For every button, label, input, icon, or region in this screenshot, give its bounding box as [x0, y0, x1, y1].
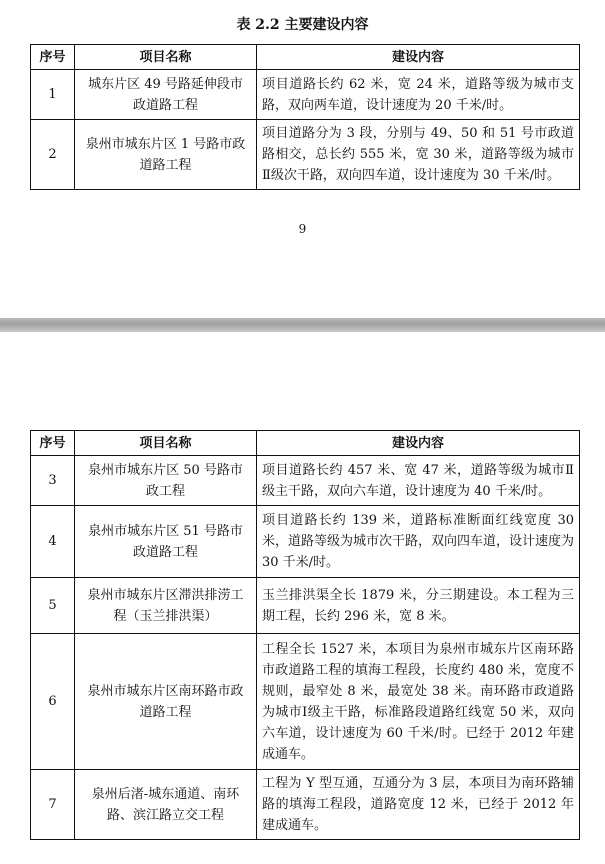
table-caption: 表 2.2 主要建设内容 [236, 17, 369, 33]
header-index: 序号 [31, 45, 75, 70]
header-content: 建设内容 [257, 45, 580, 70]
table-row [31, 70, 580, 120]
header-index: 序号 [31, 431, 75, 456]
row-content: 玉兰排洪渠全长 1879 米，分三期建设。本工程为三期工程，长约 296 米，宽 8 米。 [257, 578, 580, 634]
row-project-name: 泉州市城东片区 51 号路市政道路工程 [75, 506, 257, 578]
header-content: 建设内容 [257, 431, 580, 456]
row-content: 项目道路长约 139 米，道路标准断面红线宽度 30 米，道路等级为城市次干路，双向四车道，设计速度为 30 千米/时。 [257, 506, 580, 578]
row-content: 项目道路长约 457 米、宽 47 米，道路等级为城市Ⅱ级主干路，双向六车道，设计速度为 40 千米/时。 [257, 456, 580, 506]
table-row [31, 120, 580, 190]
row-content: 工程全长 1527 米，本项目为泉州市城东片区南环路市政道路工程的填海工程段，长度约 480 米，宽度不规则，最窄处 8 米，最宽处 38 米。南环路市政道路为城市Ⅰ级主干路，标准路段道路红线宽 50 米，双向六车道，设计速度为 60 千米/时。已经于 2012 年建成通车。 [257, 634, 580, 770]
row-project-name: 泉州市城东片区 50 号路市政工程 [75, 456, 257, 506]
table-row [31, 456, 580, 506]
construction-table-part-2 [30, 430, 580, 840]
row-index: 6 [31, 634, 75, 770]
row-content: 项目道路长约 62 米，宽 24 米，道路等级为城市支路，双向两车道，设计速度为 20 千米/时。 [257, 70, 580, 120]
row-index: 1 [31, 70, 75, 120]
construction-table-part-1 [30, 44, 580, 190]
table-row [31, 506, 580, 578]
table-row [31, 634, 580, 770]
row-project-name: 泉州市城东片区 1 号路市政道路工程 [75, 120, 257, 190]
page-number: 9 [298, 222, 307, 236]
row-index: 2 [31, 120, 75, 190]
row-project-name: 泉州后渚-城东通道、南环路、滨江路立交工程 [75, 770, 257, 840]
row-project-name: 城东片区 49 号路延伸段市政道路工程 [75, 70, 257, 120]
document-page-1 [0, 0, 605, 318]
row-index: 5 [31, 578, 75, 634]
table-row [31, 578, 580, 634]
header-name: 项目名称 [75, 45, 257, 70]
row-index: 7 [31, 770, 75, 840]
table-header-row [31, 45, 580, 70]
row-project-name: 泉州市城东片区滞洪排涝工程（玉兰排洪渠） [75, 578, 257, 634]
header-name: 项目名称 [75, 431, 257, 456]
row-index: 4 [31, 506, 75, 578]
row-index: 3 [31, 456, 75, 506]
row-content: 工程为 Y 型互通，互通分为 3 层，本项目为南环路辅路的填海工程段，道路宽度 12 米，已经于 2012 年建成通车。 [257, 770, 580, 840]
table-header-row [31, 431, 580, 456]
document-page-2 [0, 332, 605, 864]
row-content: 项目道路分为 3 段，分别与 49、50 和 51 号市政道路相交，总长约 555 米，宽 30 米，道路等级为城市Ⅱ级次干路，双向四车道，设计速度为 30 千米/时。 [257, 120, 580, 190]
table-row [31, 770, 580, 840]
page-separator [0, 318, 605, 332]
row-project-name: 泉州市城东片区南环路市政道路工程 [75, 634, 257, 770]
